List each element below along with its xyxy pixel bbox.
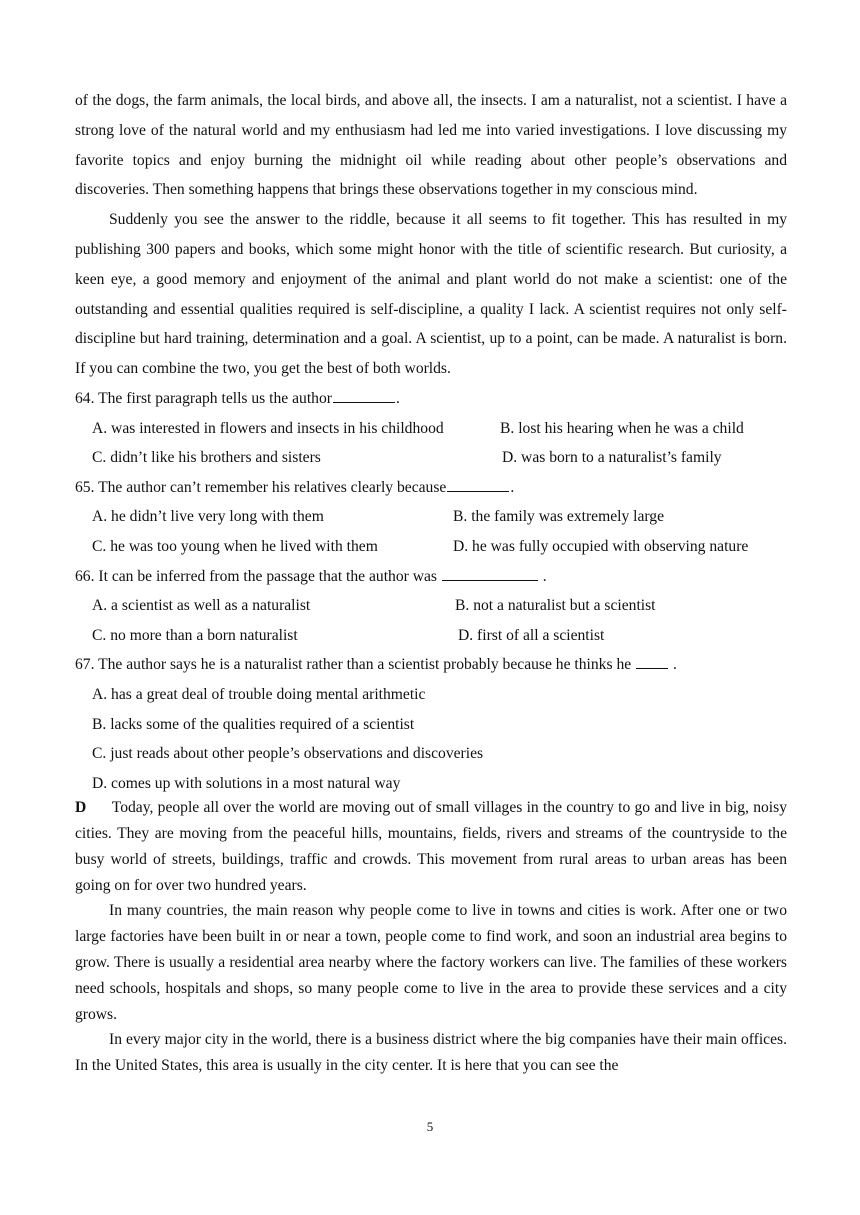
option-d: D. was born to a naturalist’s family xyxy=(502,449,722,467)
option-a: A. was interested in flowers and insects in his childhood xyxy=(92,419,444,437)
question-67-stem: 67. The author says he is a naturalist rather than a scientist probably because he thinks he . xyxy=(75,650,787,680)
question-65-options-row-1 xyxy=(75,502,787,532)
passage-d-paragraph-3: In every major city in the world, there is a business district where the big companies have their main offices. In the United States, this area is usually in the city center. It is here that you can see the xyxy=(75,1031,787,1075)
passage-d-paragraph-1: D Today, people all over the world are moving out of small villages in the country to go and live in big, noisy cities. They are moving from the peaceful hills, mountains, fields, rivers and streams of the countryside to the busy world of streets, buildings, traffic and crowds. This movement from rural areas to urban areas has been going on for over two hundred years. xyxy=(75,799,788,894)
option-b: B. lost his hearing when he was a child xyxy=(500,419,744,437)
option-a: A. a scientist as well as a naturalist xyxy=(92,597,311,615)
question-64-stem: 64. The first paragraph tells us the author . xyxy=(75,384,787,414)
question-67-option-d-row xyxy=(75,769,787,799)
question-66-stem: 66. It can be inferred from the passage that the author was . xyxy=(75,562,787,592)
option-c: C. he was too young when he lived with them xyxy=(92,537,378,555)
passage-c-paragraph-2: Suddenly you see the answer to the riddle, because it all seems to fit together. This has resulted in my publishing 300 papers and books, which some might honor with the title of scientific research. But curiosity, a keen eye, a good memory and enjoyment of the animal and plant world do not make a scientist: one of the outstanding and essential qualities required is self-discipline, a quality I lack. A scientist requires not only self-discipline but hard training, determination and a goal. A scientist, up to a point, can be made. A naturalist is born. If you can combine the two, you get the best of both worlds. xyxy=(75,211,787,378)
passage-d-paragraph-2: In many countries, the main reason why people come to live in towns and cities is work. After one or two large factories have been built in or near a town, people come to find work, and soon an industrial area begins to grow. There is usually a residential area nearby where the factory workers can live. The families of these workers need schools, hospitals and shops, so many people come to live in the area to provide these services and a city grows. xyxy=(75,902,787,1023)
passage-c-paragraph-1: of the dogs, the farm animals, the local birds, and above all, the insects. I am a naturalist, not a scientist. I have a strong love of the natural world and my enthusiasm had led me into varied investigations. I love discussing my favorite topics and enjoy burning the midnight oil while reading about other people’s observations and discoveries. Then something happens that brings these observations together in my conscious mind. xyxy=(75,92,787,199)
question-64-options-row-1 xyxy=(75,414,787,444)
option-a: A. has a great deal of trouble doing mental arithmetic xyxy=(92,685,426,703)
question-64-options-row-2 xyxy=(75,443,787,473)
answer-blank xyxy=(447,475,509,492)
answer-blank xyxy=(636,652,668,669)
option-d: D. he was fully occupied with observing nature xyxy=(453,537,749,555)
option-d: D. first of all a scientist xyxy=(458,626,605,644)
answer-blank xyxy=(333,386,395,403)
document-page xyxy=(75,86,787,1079)
option-b: B. the family was extremely large xyxy=(453,508,665,526)
option-c: C. just reads about other people’s observations and discoveries xyxy=(92,745,484,763)
question-67-option-a-row xyxy=(75,680,787,710)
option-c: C. didn’t like his brothers and sisters xyxy=(92,449,321,467)
option-d: D. comes up with solutions in a most natural way xyxy=(92,774,401,792)
option-c: C. no more than a born naturalist xyxy=(92,626,298,644)
answer-blank xyxy=(442,564,538,581)
option-a: A. he didn’t live very long with them xyxy=(92,508,324,526)
question-65-options-row-2 xyxy=(75,532,787,562)
question-67-option-b-row xyxy=(75,710,787,740)
question-67-option-c-row xyxy=(75,739,787,769)
question-66-options-row-2 xyxy=(75,621,787,651)
option-b: B. not a naturalist but a scientist xyxy=(455,597,656,615)
passage-d-label: D xyxy=(75,799,87,817)
question-66-options-row-1 xyxy=(75,591,787,621)
question-65-stem: 65. The author can’t remember his relatives clearly because . xyxy=(75,473,787,503)
option-b: B. lacks some of the qualities required of a scientist xyxy=(92,715,415,733)
page-number: 5 xyxy=(426,1119,434,1134)
